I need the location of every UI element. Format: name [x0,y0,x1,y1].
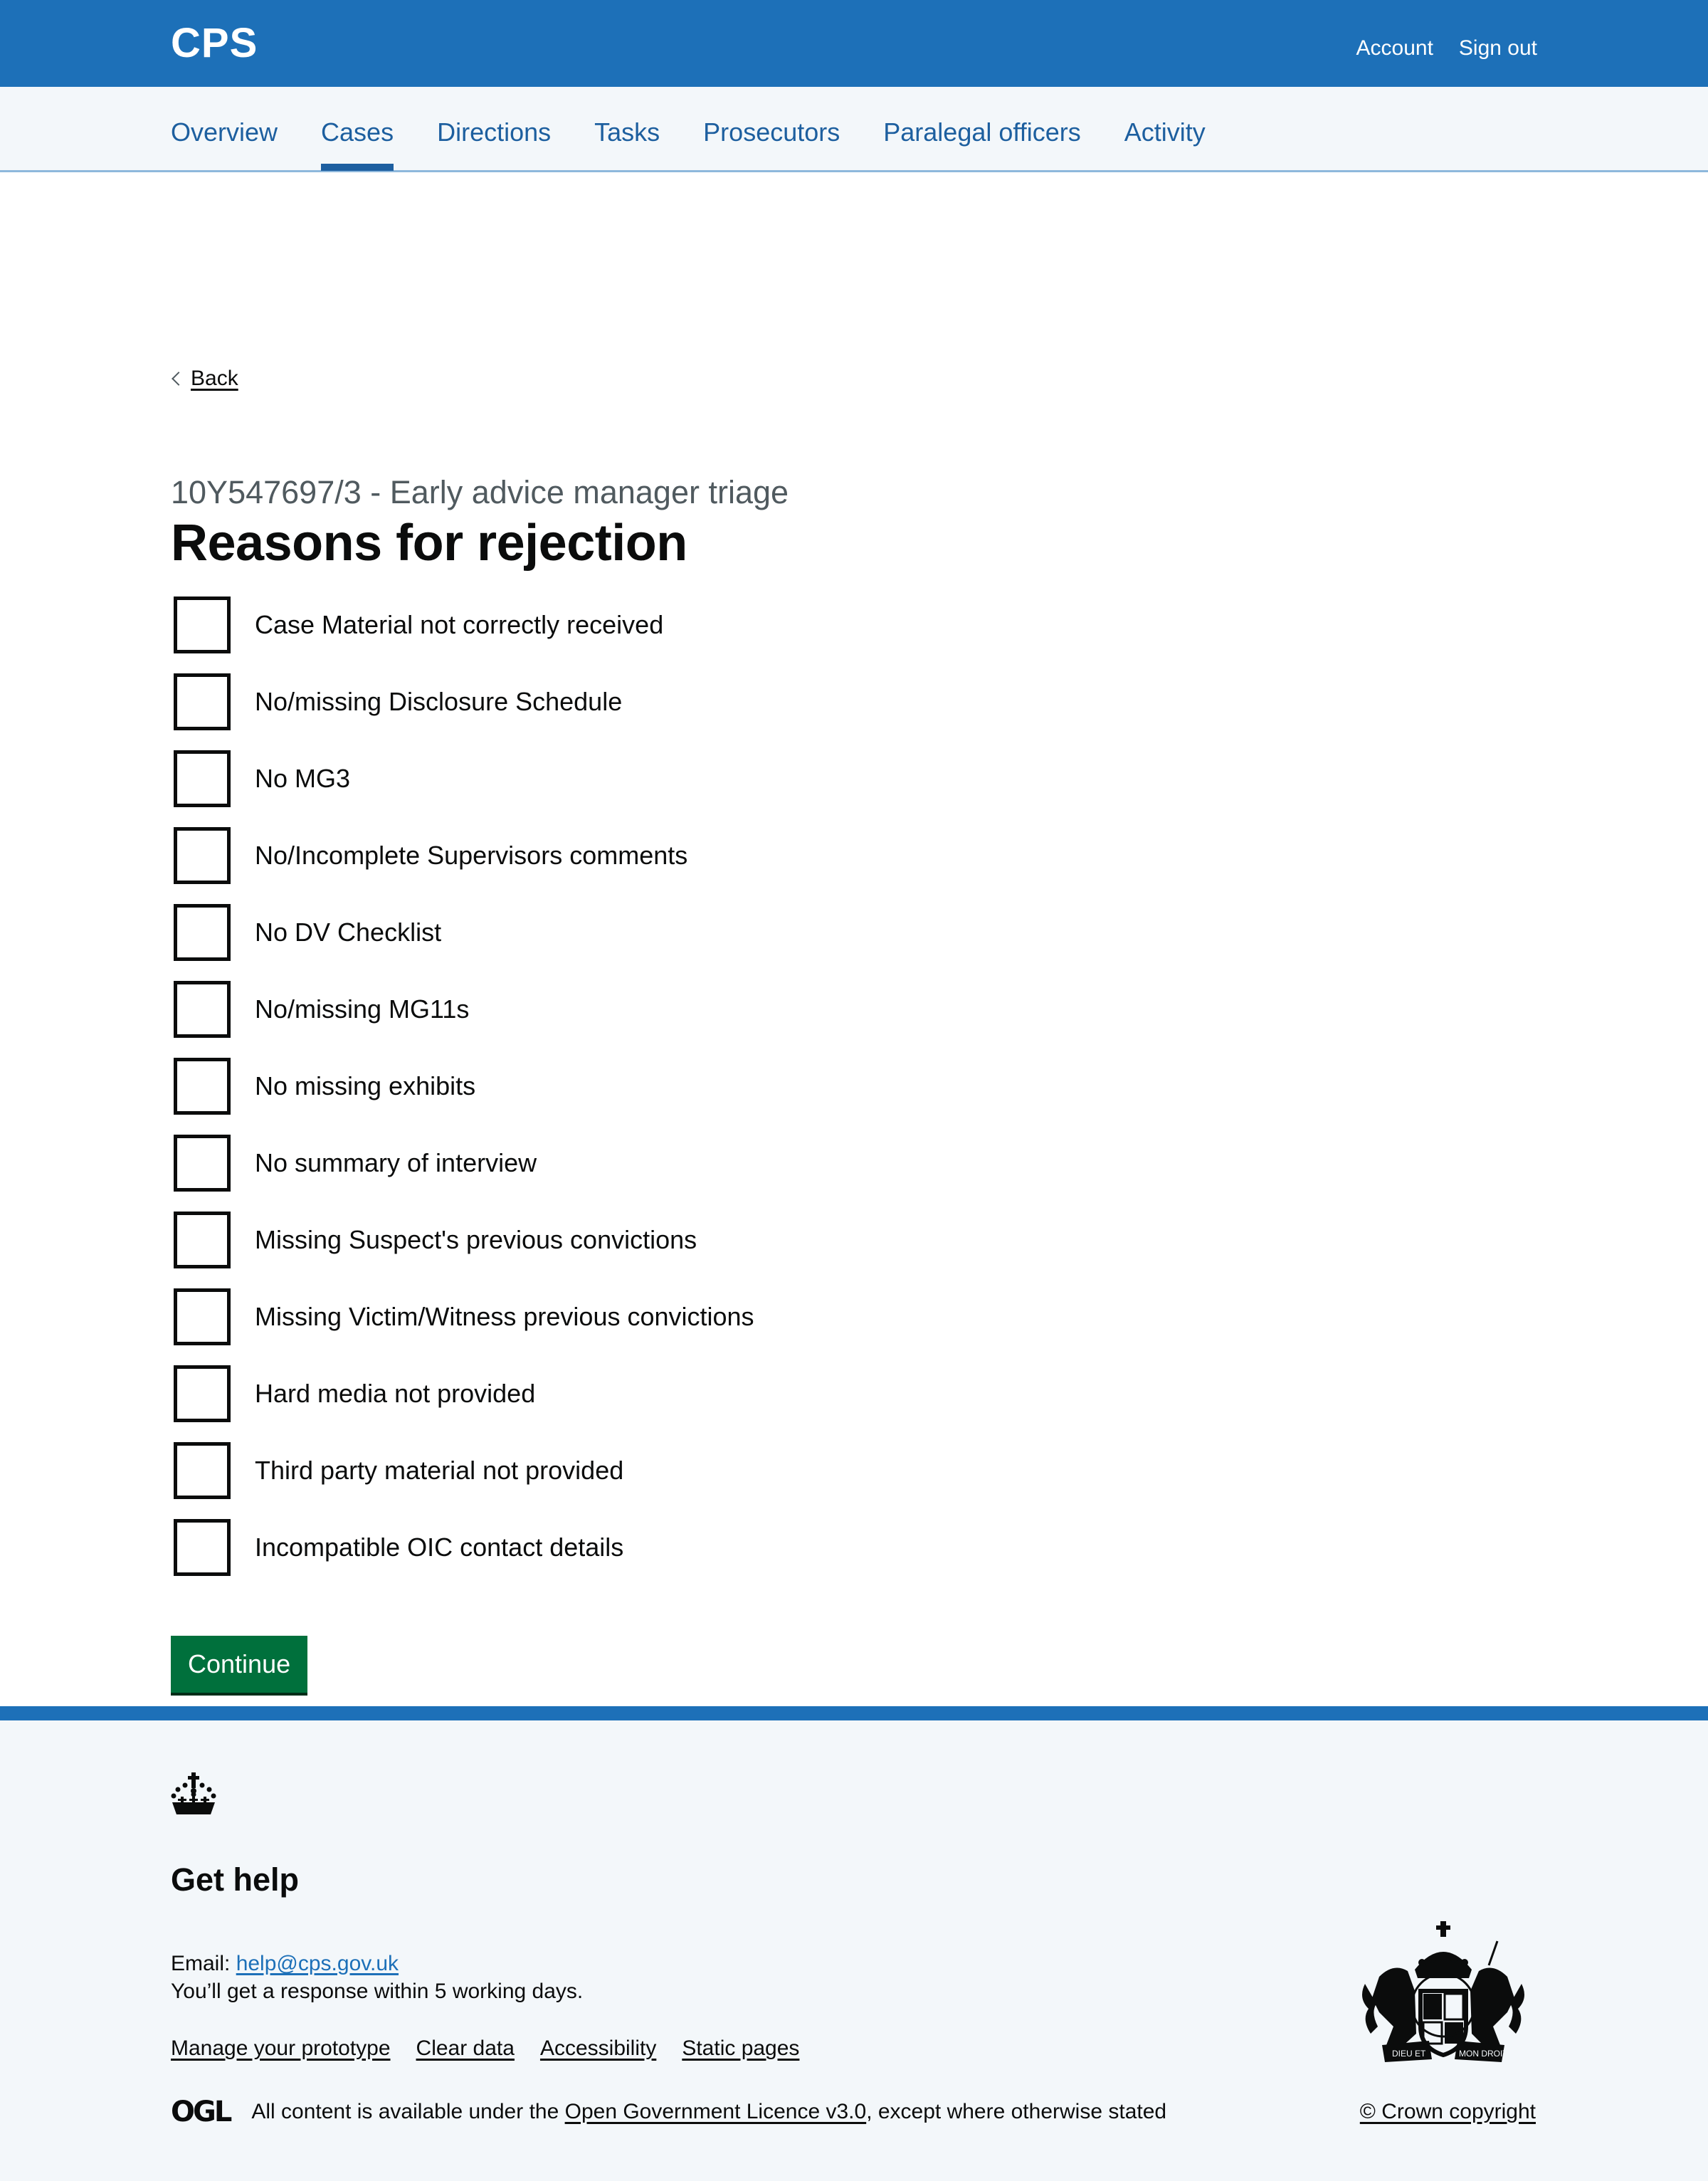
checkbox-label[interactable]: Missing Suspect's previous convictions [255,1225,697,1254]
nav-item-cases[interactable] [321,87,394,171]
site-header [0,0,1708,87]
ogl-logo-icon: OGL [171,2096,231,2128]
checkbox[interactable] [174,1135,231,1192]
nav-link-tasks[interactable]: Tasks [594,117,660,147]
checkbox[interactable] [174,1212,231,1268]
checkbox-item[interactable] [174,1365,754,1442]
checkbox-item[interactable] [174,1212,754,1288]
nav-link-activity[interactable]: Activity [1124,117,1206,147]
checkbox[interactable] [174,981,231,1038]
checkbox-item[interactable] [174,1519,754,1596]
checkbox-item[interactable] [174,1442,754,1519]
checkbox-label[interactable]: Incompatible OIC contact details [255,1533,624,1562]
checkbox-label[interactable]: No/missing Disclosure Schedule [255,687,623,716]
licence-suffix: , except where otherwise stated [866,2100,1167,2123]
checkbox-item[interactable] [174,1135,754,1212]
rejection-reasons-checkboxes [174,597,754,1596]
svg-text:DIEU ET: DIEU ET [1392,2049,1426,2059]
account-navigation [1356,36,1538,61]
checkbox-label[interactable]: No missing exhibits [255,1071,476,1100]
svg-text:MON DROIT: MON DROIT [1459,2049,1508,2059]
primary-navigation [0,87,1708,172]
chevron-left-icon [172,372,186,386]
nav-link-cases[interactable]: Cases [321,117,394,147]
cps-logo-link[interactable]: CPS [171,20,258,66]
nav-item-paralegal-officers[interactable] [883,87,1081,171]
checkbox-label[interactable]: No/missing MG11s [255,994,470,1024]
nav-link-paralegal-officers[interactable]: Paralegal officers [883,117,1081,147]
checkbox-label[interactable]: No/Incomplete Supervisors comments [255,841,688,870]
checkbox[interactable] [174,1519,231,1576]
checkbox-item[interactable] [174,597,754,673]
static-pages-link[interactable]: Static pages [682,2037,800,2060]
checkbox-item[interactable] [174,981,754,1058]
checkbox[interactable] [174,904,231,961]
primary-nav-list [171,87,1249,171]
accessibility-link[interactable]: Accessibility [539,2037,657,2060]
licence-row [171,2098,1166,2126]
checkbox-item[interactable] [174,1288,754,1365]
checkbox-item[interactable] [174,1058,754,1135]
checkbox-label[interactable]: No summary of interview [255,1148,537,1177]
checkbox-label[interactable]: No DV Checklist [255,918,442,947]
nav-item-directions[interactable] [437,87,551,171]
checkbox[interactable] [174,597,231,653]
checkbox-item[interactable] [174,827,754,904]
checkbox-label[interactable]: No MG3 [255,764,351,793]
continue-button[interactable]: Continue [171,1636,307,1693]
nav-item-activity[interactable] [1124,87,1206,171]
checkbox[interactable] [174,1365,231,1422]
checkbox[interactable] [174,1442,231,1499]
checkbox[interactable] [174,1058,231,1115]
site-footer [0,1706,1708,2181]
help-email-link[interactable]: help@cps.gov.uk [236,1952,399,1975]
nav-link-overview[interactable]: Overview [171,117,278,147]
back-link-label: Back [191,367,238,390]
licence-prefix: All content is available under the [251,2100,565,2123]
account-link[interactable]: Account [1356,36,1433,60]
checkbox-label[interactable]: Case Material not correctly received [255,610,664,639]
back-link[interactable] [171,364,238,393]
nav-link-directions[interactable]: Directions [437,117,552,147]
case-caption: 10Y547697/3 - Early advice manager triage [171,474,789,510]
sign-out-link[interactable]: Sign out [1458,36,1537,60]
nav-item-overview[interactable] [171,87,278,171]
checkbox-item[interactable] [174,904,754,981]
nav-item-prosecutors[interactable] [703,87,840,171]
get-help-heading: Get help [171,1861,300,1898]
open-government-licence-link[interactable]: Open Government Licence v3.0 [564,2100,867,2123]
nav-item-tasks[interactable] [594,87,660,171]
checkbox-label[interactable]: Third party material not provided [255,1456,624,1485]
checkbox[interactable] [174,827,231,884]
email-prefix: Email: [171,1952,236,1975]
crown-icon [171,1772,216,1817]
checkbox[interactable] [174,673,231,730]
crown-copyright-link[interactable]: © Crown copyright [1359,2100,1536,2123]
nav-link-prosecutors[interactable]: Prosecutors [703,117,840,147]
response-time-text: You’ll get a response within 5 working days. [171,1980,584,2003]
manage-prototype-link[interactable]: Manage your prototype [171,2037,391,2060]
help-email-line [171,1950,399,1977]
checkbox-label[interactable]: Hard media not provided [255,1379,536,1408]
main-content [0,172,1708,1706]
checkbox-label[interactable]: Missing Victim/Witness previous convictions [255,1302,754,1331]
checkbox[interactable] [174,1288,231,1345]
checkbox-item[interactable] [174,673,754,750]
licence-text [251,2098,1166,2126]
checkbox[interactable] [174,750,231,807]
footer-links [171,2034,799,2063]
checkbox-item[interactable] [174,750,754,827]
royal-coat-of-arms-icon [1358,1920,1529,2066]
clear-data-link[interactable]: Clear data [416,2037,515,2060]
page-title: Reasons for rejection [171,515,687,572]
